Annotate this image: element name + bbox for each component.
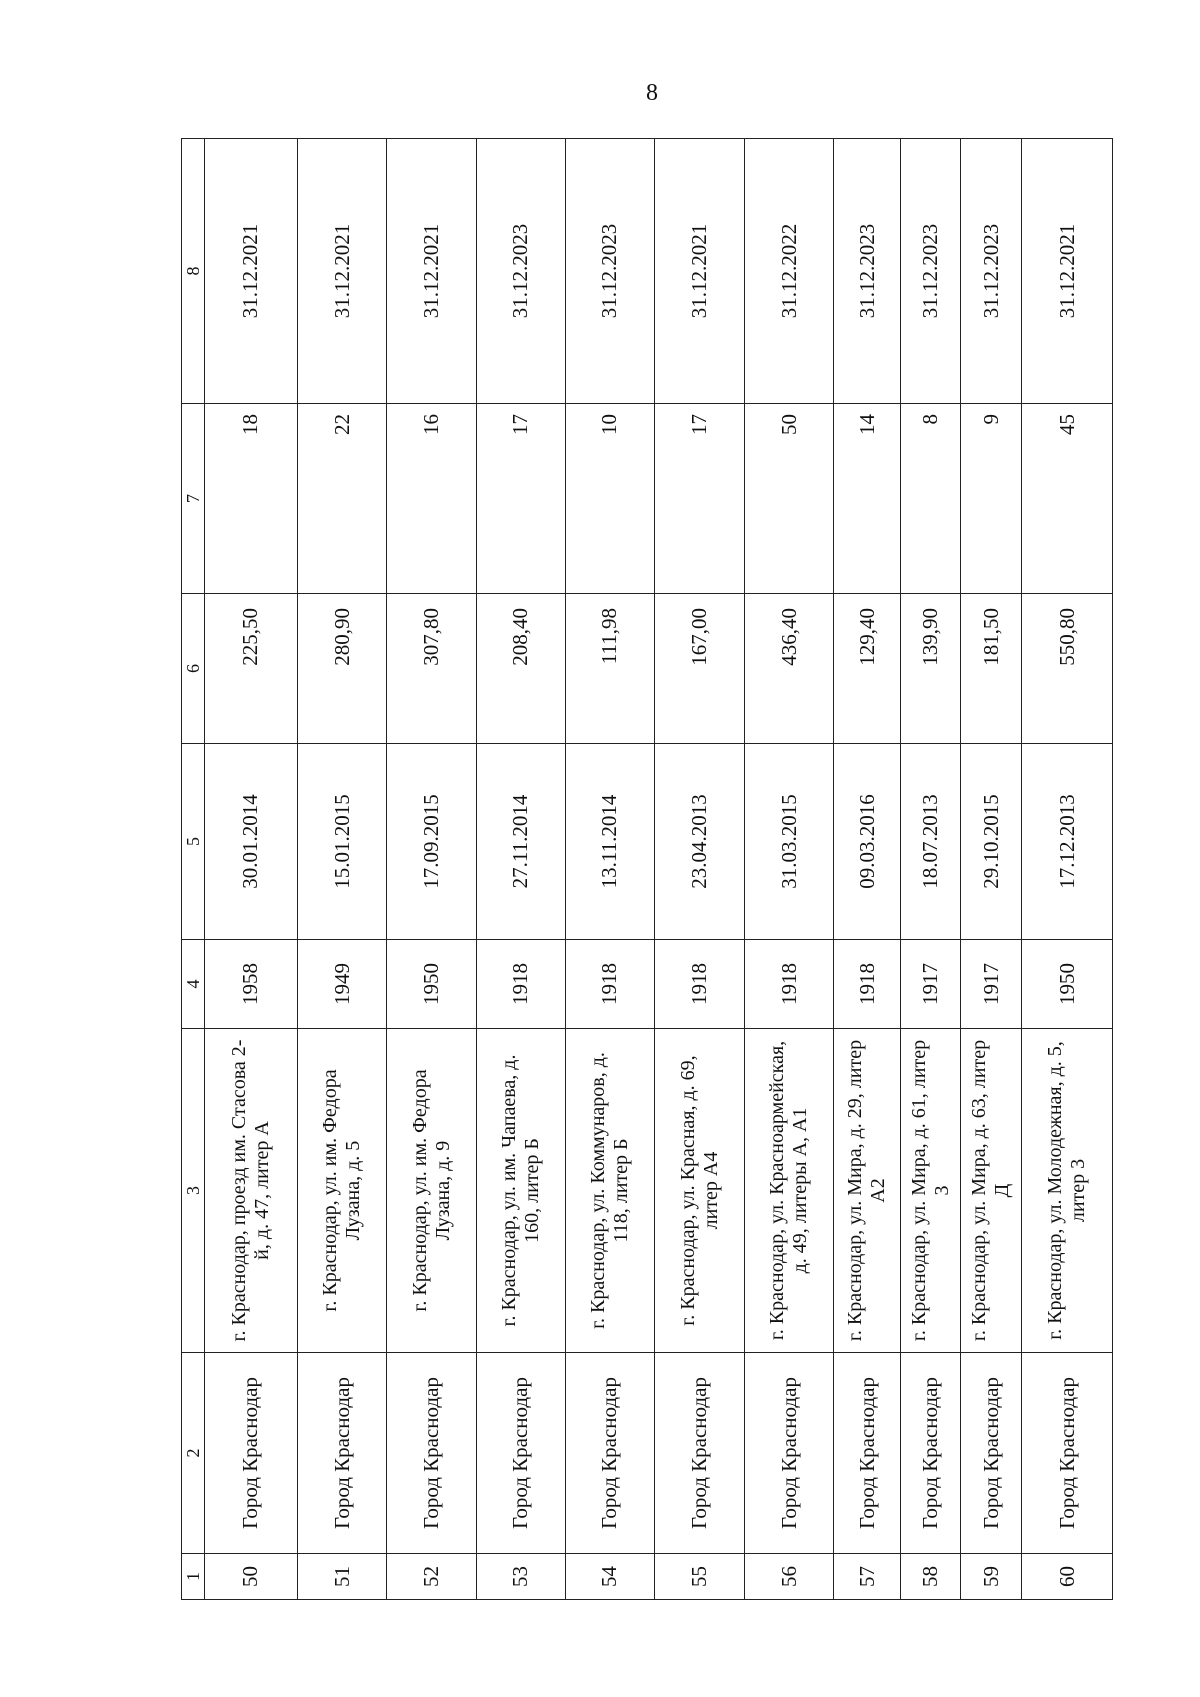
- table-row: [900, 139, 961, 1600]
- municipality-cell: Город Краснодар: [1022, 1353, 1113, 1554]
- area-cell: 181,50: [961, 594, 1022, 744]
- address-cell: г. Краснодар, ул. Красная, д. 69, литер А4: [655, 1029, 745, 1353]
- table-row: [961, 139, 1022, 1600]
- deadline-cell: 31.12.2021: [655, 139, 745, 404]
- address-cell: г. Краснодар, ул. Мира, д. 29, литер А2: [834, 1029, 900, 1353]
- count-cell: 10: [565, 404, 655, 594]
- date-cell: 29.10.2015: [961, 744, 1022, 940]
- count-cell: 45: [1022, 404, 1113, 594]
- row-number-cell: 58: [900, 1554, 961, 1600]
- count-cell: 16: [387, 404, 477, 594]
- area-cell: 225,50: [205, 594, 298, 744]
- municipality-cell: Город Краснодар: [297, 1353, 387, 1554]
- municipality-cell: Город Краснодар: [655, 1353, 745, 1554]
- address-cell: г. Краснодар, ул. Мира, д. 63, литер Д: [961, 1029, 1022, 1353]
- row-number-cell: 51: [297, 1554, 387, 1600]
- deadline-cell: 31.12.2022: [744, 139, 834, 404]
- year-cell: 1950: [1022, 940, 1113, 1029]
- municipality-cell: Город Краснодар: [834, 1353, 900, 1554]
- count-cell: 8: [900, 404, 961, 594]
- date-cell: 17.12.2013: [1022, 744, 1113, 940]
- date-cell: 23.04.2013: [655, 744, 745, 940]
- area-cell: 139,90: [900, 594, 961, 744]
- area-cell: 167,00: [655, 594, 745, 744]
- count-cell: 50: [744, 404, 834, 594]
- year-cell: 1917: [961, 940, 1022, 1029]
- year-cell: 1918: [834, 940, 900, 1029]
- address-cell: г. Краснодар, ул. им. Федора Лузана, д. 9: [387, 1029, 477, 1353]
- deadline-cell: 31.12.2021: [297, 139, 387, 404]
- area-cell: 436,40: [744, 594, 834, 744]
- header-cell: 5: [182, 744, 205, 940]
- municipality-cell: Город Краснодар: [961, 1353, 1022, 1554]
- date-cell: 17.09.2015: [387, 744, 477, 940]
- municipality-cell: Город Краснодар: [477, 1353, 566, 1554]
- table-row: [297, 139, 387, 1600]
- row-number-cell: 53: [477, 1554, 566, 1600]
- header-cell: 8: [182, 139, 205, 404]
- date-cell: 15.01.2015: [297, 744, 387, 940]
- table-row: [477, 139, 566, 1600]
- municipality-cell: Город Краснодар: [387, 1353, 477, 1554]
- row-number-cell: 56: [744, 1554, 834, 1600]
- header-cell: 6: [182, 594, 205, 744]
- deadline-cell: 31.12.2023: [565, 139, 655, 404]
- municipality-cell: Город Краснодар: [900, 1353, 961, 1554]
- row-number-cell: 57: [834, 1554, 900, 1600]
- table-row: [655, 139, 745, 1600]
- address-cell: г. Краснодар, проезд им. Стасова 2-й, д. 47, литер А: [205, 1029, 298, 1353]
- table-row: [1022, 139, 1113, 1600]
- year-cell: 1950: [387, 940, 477, 1029]
- year-cell: 1958: [205, 940, 298, 1029]
- year-cell: 1917: [900, 940, 961, 1029]
- deadline-cell: 31.12.2021: [387, 139, 477, 404]
- header-cell: 2: [182, 1353, 205, 1554]
- area-cell: 208,40: [477, 594, 566, 744]
- table-row: [565, 139, 655, 1600]
- date-cell: 13.11.2014: [565, 744, 655, 940]
- date-cell: 09.03.2016: [834, 744, 900, 940]
- municipality-cell: Город Краснодар: [205, 1353, 298, 1554]
- header-cell: 7: [182, 404, 205, 594]
- count-cell: 14: [834, 404, 900, 594]
- deadline-cell: 31.12.2023: [900, 139, 961, 404]
- table-container: [181, 139, 1113, 1600]
- header-cell: 4: [182, 940, 205, 1029]
- area-cell: 307,80: [387, 594, 477, 744]
- table-row: [387, 139, 477, 1600]
- year-cell: 1949: [297, 940, 387, 1029]
- year-cell: 1918: [477, 940, 566, 1029]
- table-row: [834, 139, 900, 1600]
- header-cell: 3: [182, 1029, 205, 1353]
- count-cell: 18: [205, 404, 298, 594]
- area-cell: 129,40: [834, 594, 900, 744]
- year-cell: 1918: [655, 940, 745, 1029]
- count-cell: 17: [655, 404, 745, 594]
- address-cell: г. Краснодар, ул. Мира, д. 61, литер 3: [900, 1029, 961, 1353]
- table-row: [744, 139, 834, 1600]
- table-row: [205, 139, 298, 1600]
- count-cell: 22: [297, 404, 387, 594]
- area-cell: 550,80: [1022, 594, 1113, 744]
- row-number-cell: 55: [655, 1554, 745, 1600]
- deadline-cell: 31.12.2023: [477, 139, 566, 404]
- deadline-cell: 31.12.2021: [205, 139, 298, 404]
- row-number-cell: 60: [1022, 1554, 1113, 1600]
- row-number-cell: 54: [565, 1554, 655, 1600]
- deadline-cell: 31.12.2023: [961, 139, 1022, 404]
- row-number-cell: 50: [205, 1554, 298, 1600]
- page-number: 8: [646, 80, 658, 106]
- address-cell: г. Краснодар, ул. им. Чапаева, д. 160, литер Б: [477, 1029, 566, 1353]
- header-cell: 1: [182, 1554, 205, 1600]
- date-cell: 31.03.2015: [744, 744, 834, 940]
- date-cell: 18.07.2013: [900, 744, 961, 940]
- count-cell: 17: [477, 404, 566, 594]
- count-cell: 9: [961, 404, 1022, 594]
- table-header-row: [182, 139, 205, 1600]
- row-number-cell: 52: [387, 1554, 477, 1600]
- year-cell: 1918: [565, 940, 655, 1029]
- address-cell: г. Краснодар, ул. Красноармейская, д. 49, литеры А, А1: [744, 1029, 834, 1353]
- date-cell: 30.01.2014: [205, 744, 298, 940]
- address-cell: г. Краснодар, ул. им. Федора Лузана, д. 5: [297, 1029, 387, 1353]
- date-cell: 27.11.2014: [477, 744, 566, 940]
- municipality-cell: Город Краснодар: [744, 1353, 834, 1554]
- municipality-cell: Город Краснодар: [565, 1353, 655, 1554]
- area-cell: 280,90: [297, 594, 387, 744]
- area-cell: 111,98: [565, 594, 655, 744]
- year-cell: 1918: [744, 940, 834, 1029]
- row-number-cell: 59: [961, 1554, 1022, 1600]
- housing-table: [181, 138, 1113, 1600]
- address-cell: г. Краснодар, ул. Молодежная, д. 5, литер 3: [1022, 1029, 1113, 1353]
- address-cell: г. Краснодар, ул. Коммунаров, д. 118, литер Б: [565, 1029, 655, 1353]
- deadline-cell: 31.12.2021: [1022, 139, 1113, 404]
- deadline-cell: 31.12.2023: [834, 139, 900, 404]
